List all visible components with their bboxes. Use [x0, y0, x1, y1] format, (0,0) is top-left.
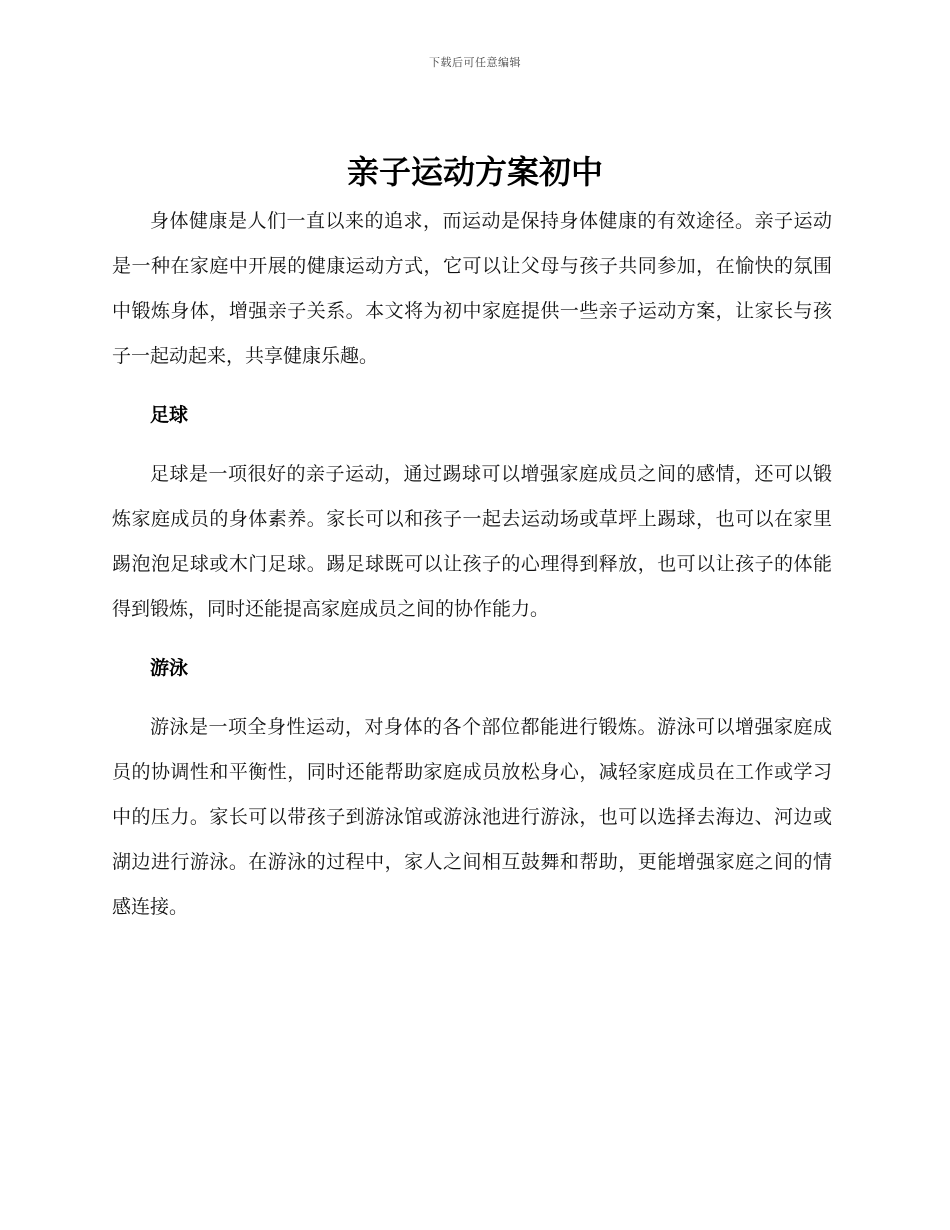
document-body — [112, 199, 832, 930]
section-paragraph-swimming: 游泳是一项全身性运动，对身体的各个部位都能进行锻炼。游泳可以增强家庭成员的协调性和平衡性，同时还能帮助家庭成员放松身心，减轻家庭成员在工作或学习中的压力。家长可以带孩子到游泳馆或游泳池进行游泳，也可以选择去海边、河边或湖边进行游泳。在游泳的过程中，家人之间相互鼓舞和帮助，更能增强家庭之间的情感连接。 — [112, 716, 832, 918]
section-heading-football: 足球 — [150, 404, 189, 426]
page-header-note: 下载后可任意编辑 — [429, 56, 521, 69]
document-title: 亲子运动方案初中 — [346, 153, 603, 191]
intro-paragraph: 身体健康是人们一直以来的追求，而运动是保持身体健康的有效途径。亲子运动是一种在家庭中开展的健康运动方式，它可以让父母与孩子共同参加，在愉快的氛围中锻炼身体，增强亲子关系。本文将为初中家庭提供一些亲子运动方案，让家长与孩子一起动起来，共享健康乐趣。 — [112, 210, 832, 367]
section-heading-swimming: 游泳 — [150, 657, 189, 679]
section-paragraph-football: 足球是一项很好的亲子运动，通过踢球可以增强家庭成员之间的感情，还可以锻炼家庭成员的身体素养。家长可以和孩子一起去运动场或草坪上踢球，也可以在家里踢泡泡足球或木门足球。踢足球既可以让孩子的心理得到释放，也可以让孩子的体能得到锻炼，同时还能提高家庭成员之间的协作能力。 — [112, 463, 832, 620]
